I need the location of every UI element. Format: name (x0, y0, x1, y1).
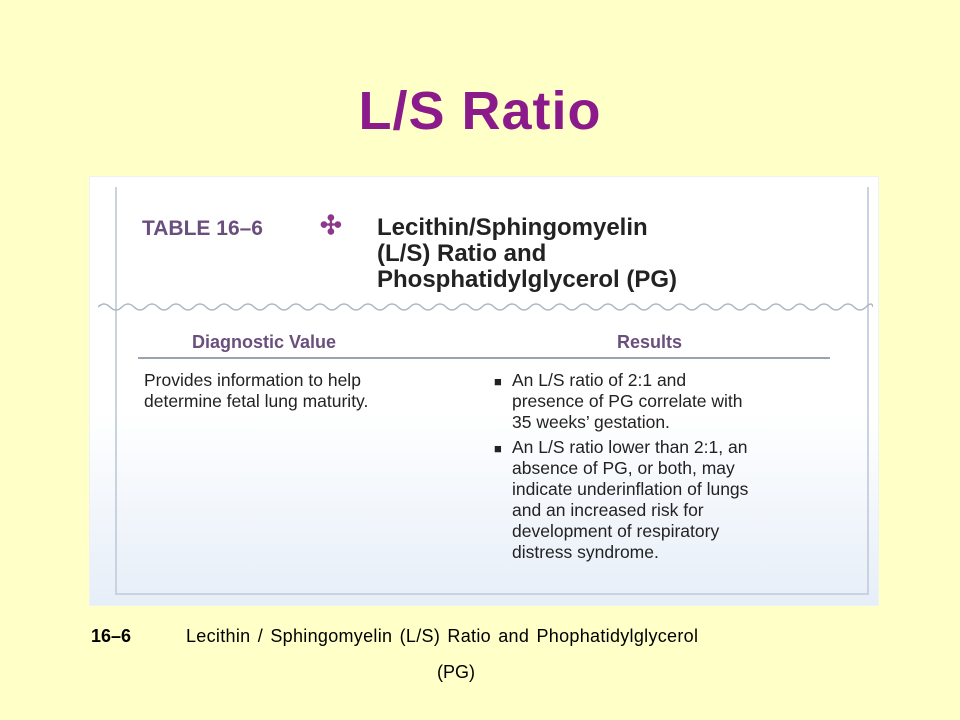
diagnostic-value-line: determine fetal lung maturity. (144, 391, 369, 411)
table-heading-line: Lecithin/Sphingomyelin (377, 214, 648, 241)
result-line: absence of PG, or both, may (512, 458, 735, 478)
result-item (494, 370, 844, 433)
slide-title: L/S Ratio (358, 81, 602, 141)
table-figure (89, 176, 879, 606)
result-line: and an increased risk for (512, 500, 704, 520)
result-line: An L/S ratio of 2:1 and (512, 370, 687, 390)
caption-continuation: (PG) (437, 662, 475, 682)
table-heading-line: Phosphatidylglycerol (PG) (377, 266, 678, 293)
table-label: TABLE 16–6 (142, 217, 263, 240)
column-header-results: Results (617, 332, 683, 352)
caption-text: Lecithin / Sphingomyelin (L/S) Ratio and Phophatidylglycerol (186, 626, 699, 646)
table-heading (377, 215, 847, 293)
square-bullet-icon: ■ (494, 374, 502, 389)
square-bullet-icon: ■ (494, 441, 502, 456)
header-rule (138, 357, 830, 359)
caption-number: 16–6 (91, 626, 132, 646)
result-line: 35 weeks’ gestation. (512, 412, 670, 432)
result-line: presence of PG correlate with (512, 391, 743, 411)
diagnostic-value-cell (144, 370, 444, 412)
result-item (494, 437, 844, 563)
results-list (494, 370, 844, 567)
wavy-divider (98, 297, 873, 317)
result-line: An L/S ratio lower than 2:1, an (512, 437, 748, 457)
table-heading-line: (L/S) Ratio and (377, 240, 547, 267)
figure-caption (91, 603, 871, 669)
result-line: development of respiratory (512, 521, 720, 541)
diagnostic-value-line: Provides information to help (144, 370, 361, 390)
result-line: distress syndrome. (512, 542, 659, 562)
result-line: indicate underinflation of lungs (512, 479, 749, 499)
column-header-diagnostic-value: Diagnostic Value (192, 332, 337, 352)
flourish-icon: ✣ (320, 210, 342, 240)
